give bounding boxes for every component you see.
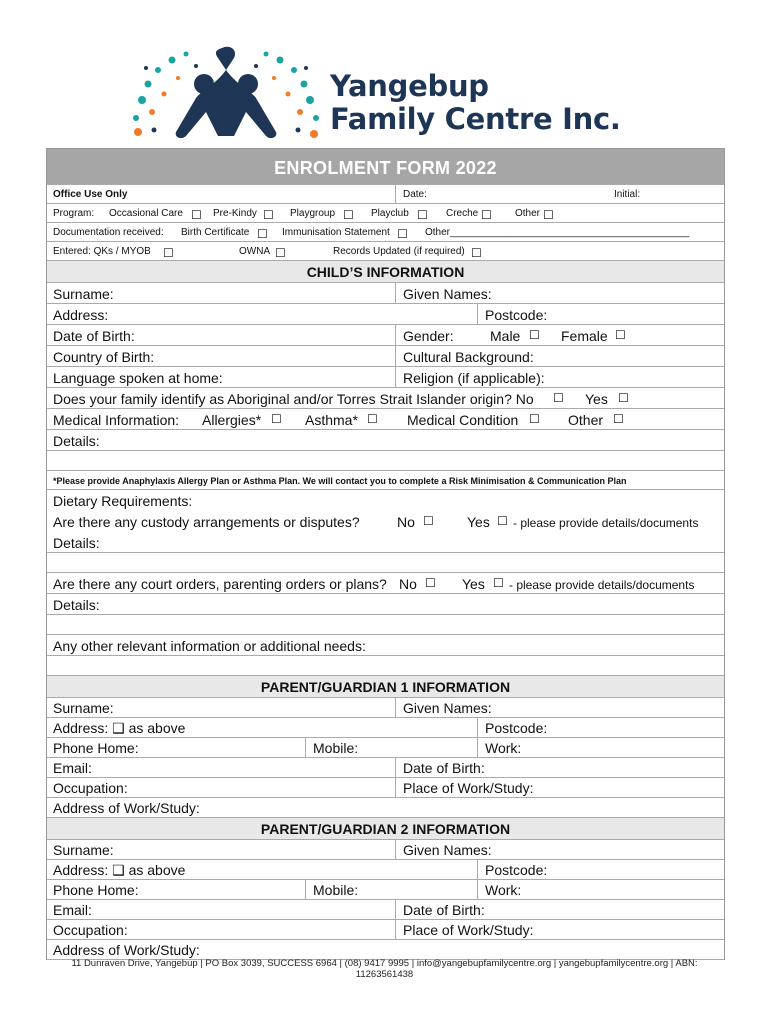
initial-field[interactable]: Initial: xyxy=(614,189,641,200)
other-documentation-field[interactable]: Other___________________________________________ xyxy=(425,227,690,238)
custody-row xyxy=(47,511,724,532)
playgroup-checkbox[interactable]: ☐ xyxy=(343,208,354,222)
pre-kindy-label: Pre-Kindy xyxy=(213,208,257,219)
creche-checkbox[interactable]: ☐ xyxy=(481,208,492,222)
p1-phone-row xyxy=(47,738,724,758)
org-name-line2: Family Centre Inc. xyxy=(330,102,621,136)
p1-email-field[interactable]: Email: xyxy=(53,760,92,776)
court-yes-label: Yes xyxy=(462,576,485,592)
medical-other-label: Other xyxy=(568,412,604,428)
birth-certificate-checkbox[interactable]: ☐ xyxy=(257,227,268,241)
p1-phone-home-field[interactable]: Phone Home: xyxy=(53,740,139,756)
child-postcode-field[interactable]: Postcode: xyxy=(485,307,548,323)
p2-given-names-field[interactable]: Given Names: xyxy=(403,842,492,858)
p1-work-address-field[interactable]: Address of Work/Study: xyxy=(53,800,200,816)
p2-occupation-field[interactable]: Occupation: xyxy=(53,922,128,938)
child-address-field[interactable]: Address: xyxy=(53,307,109,323)
male-label: Male xyxy=(490,328,521,344)
asthma-label: Asthma* xyxy=(305,412,358,428)
medical-details-field[interactable]: Details: xyxy=(53,433,100,449)
medical-other-checkbox[interactable]: ☐ xyxy=(613,412,624,426)
p1-address-row xyxy=(47,718,724,738)
p2-work-field[interactable]: Work: xyxy=(485,882,522,898)
enrolment-form xyxy=(46,148,725,960)
program-label: Program: xyxy=(53,208,95,219)
playgroup-label: Playgroup xyxy=(290,208,336,219)
custody-yes-label: Yes xyxy=(467,514,490,530)
gender-label: Gender: xyxy=(403,328,454,344)
child-language-row xyxy=(47,367,724,388)
country-of-birth-field[interactable]: Country of Birth: xyxy=(53,349,155,365)
asthma-checkbox[interactable]: ☐ xyxy=(367,412,378,426)
p1-occupation-field[interactable]: Occupation: xyxy=(53,780,128,796)
parent1-heading: PARENT/GUARDIAN 1 INFORMATION xyxy=(47,676,724,698)
religion-field[interactable]: Religion (if applicable): xyxy=(403,370,545,386)
court-orders-question: Are there any court orders, parenting orders or plans? xyxy=(53,576,387,592)
female-label: Female xyxy=(561,328,608,344)
medical-details-row xyxy=(47,430,724,451)
atsi-no-checkbox[interactable]: ☐ xyxy=(553,391,564,405)
office-use-row xyxy=(47,185,724,204)
child-given-names-field[interactable]: Given Names: xyxy=(403,286,492,302)
occasional-care-checkbox[interactable]: ☐ xyxy=(191,208,202,222)
blank-line[interactable] xyxy=(47,615,724,635)
medical-information-label: Medical Information: xyxy=(53,412,180,428)
allergies-label: Allergies* xyxy=(202,412,262,428)
custody-no-checkbox[interactable]: ☐ xyxy=(423,514,434,528)
pre-kindy-checkbox[interactable]: ☐ xyxy=(263,208,274,222)
child-dob-field[interactable]: Date of Birth: xyxy=(53,328,135,344)
other-program-checkbox[interactable]: ☐ xyxy=(543,208,554,222)
male-checkbox[interactable]: ☐ xyxy=(529,328,540,342)
other-info-row xyxy=(47,635,724,656)
birth-certificate-label: Birth Certificate xyxy=(181,227,250,238)
medical-row xyxy=(47,409,724,430)
occasional-care-label: Occasional Care xyxy=(109,208,183,219)
custody-details-row xyxy=(47,532,724,553)
p2-occupation-row xyxy=(47,920,724,940)
family-logo-icon xyxy=(126,40,326,144)
childs-information-heading: CHILD’S INFORMATION xyxy=(47,261,724,283)
blank-line[interactable] xyxy=(47,553,724,573)
custody-question: Are there any custody arrangements or disputes? xyxy=(53,514,360,530)
custody-details-field[interactable]: Details: xyxy=(53,535,100,551)
p1-dob-field[interactable]: Date of Birth: xyxy=(403,760,485,776)
p1-occupation-row xyxy=(47,778,724,798)
p1-address-field[interactable]: Address: ❑ as above xyxy=(53,720,186,736)
office-use-label: Office Use Only xyxy=(53,189,128,200)
other-program-label: Other xyxy=(515,208,541,219)
plan-note-row xyxy=(47,471,724,490)
child-country-row xyxy=(47,346,724,367)
court-provide-docs: - please provide details/documents xyxy=(509,578,695,592)
immunisation-label: Immunisation Statement xyxy=(282,227,390,238)
p2-email-field[interactable]: Email: xyxy=(53,902,92,918)
allergies-checkbox[interactable]: ☐ xyxy=(271,412,282,426)
playclub-label: Playclub xyxy=(371,208,409,219)
creche-label: Creche xyxy=(446,208,479,219)
dietary-row xyxy=(47,490,724,511)
child-name-row xyxy=(47,283,724,304)
child-dob-row xyxy=(47,325,724,346)
atsi-yes-checkbox[interactable]: ☐ xyxy=(618,391,629,405)
p2-surname-field[interactable]: Surname: xyxy=(53,842,114,858)
p1-postcode-field[interactable]: Postcode: xyxy=(485,720,548,736)
documentation-label: Documentation received: xyxy=(53,227,164,238)
court-yes-checkbox[interactable]: ☐ xyxy=(493,576,504,590)
language-field[interactable]: Language spoken at home: xyxy=(53,370,223,386)
org-name-line1: Yangebup xyxy=(330,69,489,103)
playclub-checkbox[interactable]: ☐ xyxy=(417,208,428,222)
entered-row xyxy=(47,242,724,261)
owna-checkbox[interactable]: ☐ xyxy=(275,246,286,260)
medical-condition-label: Medical Condition xyxy=(407,412,519,428)
atsi-question: Does your family identify as Aboriginal and/or Torres Strait Islander origin? No xyxy=(53,391,534,407)
organisation-name xyxy=(330,70,621,136)
date-field[interactable]: Date: xyxy=(403,189,427,200)
court-orders-row xyxy=(47,573,724,594)
p1-place-of-work-field[interactable]: Place of Work/Study: xyxy=(403,780,534,796)
other-info-field[interactable]: Any other relevant information or additional needs: xyxy=(53,638,366,654)
p1-email-row xyxy=(47,758,724,778)
p2-place-of-work-field[interactable]: Place of Work/Study: xyxy=(403,922,534,938)
records-updated-label: Records Updated (if required) xyxy=(333,246,465,257)
atsi-row xyxy=(47,388,724,409)
p1-name-row xyxy=(47,698,724,718)
p2-dob-field[interactable]: Date of Birth: xyxy=(403,902,485,918)
child-surname-field[interactable]: Surname: xyxy=(53,286,114,302)
p2-postcode-field[interactable]: Postcode: xyxy=(485,862,548,878)
custody-yes-checkbox[interactable]: ☐ xyxy=(497,514,508,528)
p1-given-names-field[interactable]: Given Names: xyxy=(403,700,492,716)
custody-provide-docs: - please provide details/documents xyxy=(513,516,699,530)
blank-line[interactable] xyxy=(47,451,724,471)
court-no-label: No xyxy=(399,576,417,592)
p2-name-row xyxy=(47,840,724,860)
blank-line[interactable] xyxy=(47,656,724,676)
court-details-field[interactable]: Details: xyxy=(53,597,100,613)
documentation-row xyxy=(47,223,724,242)
immunisation-checkbox[interactable]: ☐ xyxy=(397,227,408,241)
p2-work-address-field[interactable]: Address of Work/Study: xyxy=(53,942,200,958)
custody-no-label: No xyxy=(397,514,415,530)
p2-address-row xyxy=(47,860,724,880)
p2-phone-row xyxy=(47,880,724,900)
owna-label: OWNA xyxy=(239,246,271,257)
parent2-heading: PARENT/GUARDIAN 2 INFORMATION xyxy=(47,818,724,840)
dietary-field[interactable]: Dietary Requirements: xyxy=(53,493,193,509)
child-address-row xyxy=(47,304,724,325)
medical-condition-checkbox[interactable]: ☐ xyxy=(529,412,540,426)
p2-work-address-row xyxy=(47,940,724,960)
qks-myob-checkbox[interactable]: ☐ xyxy=(163,246,174,260)
p1-mobile-field[interactable]: Mobile: xyxy=(313,740,359,756)
cultural-background-field[interactable]: Cultural Background: xyxy=(403,349,534,365)
plan-note: *Please provide Anaphylaxis Allergy Plan or Asthma Plan. We will contact you to complete a Risk Minimisation & Communication Plan xyxy=(53,476,627,486)
p2-phone-home-field[interactable]: Phone Home: xyxy=(53,882,139,898)
entered-label: Entered: QKs / MYOB xyxy=(53,246,151,257)
program-row xyxy=(47,204,724,223)
p2-email-row xyxy=(47,900,724,920)
p1-work-field[interactable]: Work: xyxy=(485,740,522,756)
form-title: ENROLMENT FORM 2022 xyxy=(47,149,724,185)
atsi-yes-label: Yes xyxy=(585,391,608,407)
p1-work-address-row xyxy=(47,798,724,818)
p2-address-field[interactable]: Address: ❑ as above xyxy=(53,862,186,878)
records-updated-checkbox[interactable]: ☐ xyxy=(471,246,482,260)
footer-contact: 11 Dunraven Drive, Yangebup | PO Box 3039, SUCCESS 6964 | (08) 9417 9995 | info@yangebupfamilycentre.org | yangebupfamilycentre.org | ABN: 11263561438 xyxy=(71,958,698,980)
court-details-row xyxy=(47,594,724,615)
female-checkbox[interactable]: ☐ xyxy=(615,328,626,342)
p2-mobile-field[interactable]: Mobile: xyxy=(313,882,359,898)
p1-surname-field[interactable]: Surname: xyxy=(53,700,114,716)
court-no-checkbox[interactable]: ☐ xyxy=(425,576,436,590)
